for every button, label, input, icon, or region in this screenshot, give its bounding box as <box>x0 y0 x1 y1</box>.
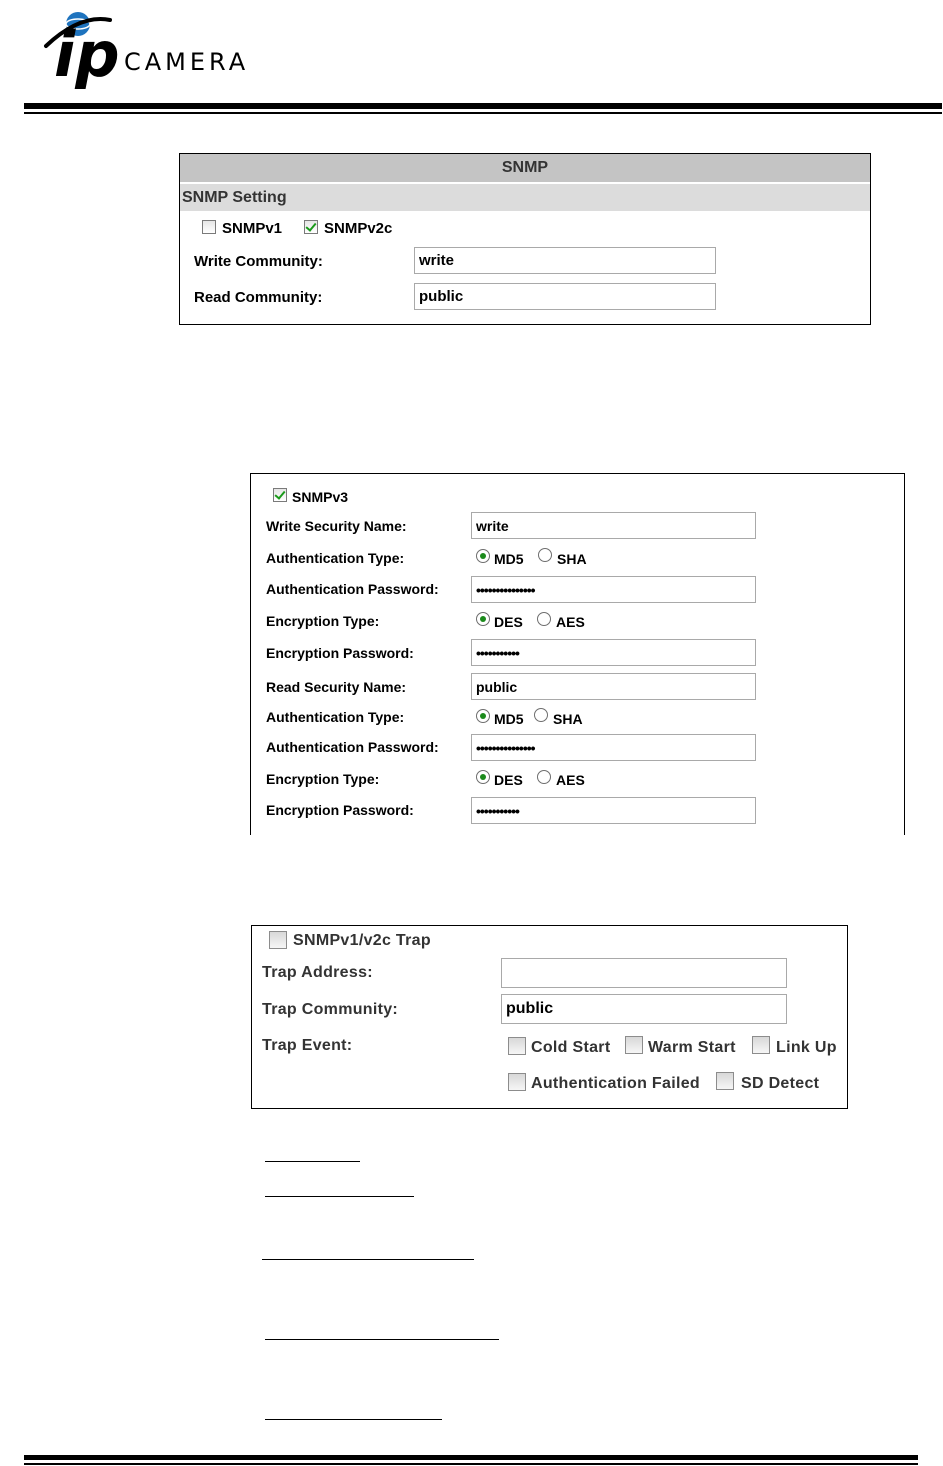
write-auth-md5-radio[interactable] <box>476 549 490 563</box>
read-security-name-label: Read Security Name: <box>266 679 407 695</box>
read-auth-sha-label: SHA <box>553 711 583 727</box>
write-security-name-label: Write Security Name: <box>266 518 407 534</box>
write-enc-des-label: DES <box>494 614 523 630</box>
read-enc-aes-label: AES <box>556 772 585 788</box>
trap-event-link-up-label: Link Up <box>776 1039 837 1056</box>
write-auth-md5-label: MD5 <box>494 551 524 567</box>
write-enc-type-label: Encryption Type: <box>266 613 380 629</box>
read-auth-password-input[interactable] <box>471 734 756 761</box>
trap-event-cold-start-checkbox[interactable] <box>508 1037 526 1055</box>
read-community-input[interactable] <box>414 283 716 310</box>
snmpv1-label: SNMPv1 <box>222 220 283 237</box>
snmpv3-panel <box>250 473 905 835</box>
trap-event-label: Trap Event: <box>262 1037 353 1054</box>
heading-underline <box>265 1161 360 1162</box>
heading-underline <box>265 1196 414 1197</box>
write-security-name-input[interactable] <box>471 512 756 539</box>
trap-event-auth-failed-label: Authentication Failed <box>531 1075 700 1092</box>
trap-event-auth-failed-checkbox[interactable] <box>508 1073 526 1091</box>
write-enc-password-input[interactable] <box>471 639 756 666</box>
write-community-label: Write Community: <box>194 253 323 270</box>
read-enc-type-label: Encryption Type: <box>266 771 380 787</box>
trap-event-sd-detect-checkbox[interactable] <box>716 1072 734 1090</box>
read-enc-password-label: Encryption Password: <box>266 802 414 818</box>
snmpv1-checkbox[interactable] <box>202 220 216 234</box>
write-enc-des-radio[interactable] <box>476 612 490 626</box>
footer-rule-thin <box>24 1463 918 1465</box>
heading-underline <box>262 1259 474 1260</box>
read-auth-md5-radio[interactable] <box>476 709 490 723</box>
header-rule-thick <box>24 103 942 109</box>
snmpv2c-label: SNMPv2c <box>324 220 393 237</box>
write-auth-sha-radio[interactable] <box>538 548 552 562</box>
snmp-panel <box>179 153 871 325</box>
heading-underline <box>265 1419 442 1420</box>
snmp-panel-title: SNMP <box>180 154 870 184</box>
read-auth-md5-label: MD5 <box>494 711 524 727</box>
footer-rule-thick <box>24 1455 918 1460</box>
read-enc-aes-radio[interactable] <box>537 770 551 784</box>
heading-underline <box>265 1339 499 1340</box>
read-enc-des-radio[interactable] <box>476 770 490 784</box>
snmp-trap-checkbox[interactable] <box>269 931 287 949</box>
read-enc-des-label: DES <box>494 772 523 788</box>
read-enc-password-input[interactable] <box>471 797 756 824</box>
write-auth-password-input[interactable] <box>471 576 756 603</box>
read-auth-type-label: Authentication Type: <box>266 709 405 725</box>
snmpv3-label: SNMPv3 <box>292 489 349 505</box>
trap-event-link-up-checkbox[interactable] <box>752 1036 770 1054</box>
snmpv2c-checkbox[interactable] <box>304 220 318 234</box>
trap-address-input[interactable] <box>501 958 787 988</box>
write-enc-aes-label: AES <box>556 614 585 630</box>
trap-community-label: Trap Community: <box>262 1001 399 1018</box>
snmp-trap-label: SNMPv1/v2c Trap <box>293 932 431 949</box>
snmpv3-checkbox[interactable] <box>273 488 287 502</box>
trap-event-warm-start-label: Warm Start <box>648 1039 736 1056</box>
trap-event-sd-detect-label: SD Detect <box>741 1075 820 1092</box>
read-security-name-input[interactable] <box>471 673 756 700</box>
read-auth-sha-radio[interactable] <box>534 708 548 722</box>
trap-address-label: Trap Address: <box>262 964 373 981</box>
write-enc-aes-radio[interactable] <box>537 612 551 626</box>
trap-community-input[interactable] <box>501 994 787 1024</box>
logo-ip-text: ip <box>54 18 120 91</box>
read-auth-password-label: Authentication Password: <box>266 739 439 755</box>
write-auth-type-label: Authentication Type: <box>266 550 405 566</box>
read-community-label: Read Community: <box>194 289 323 306</box>
write-auth-sha-label: SHA <box>557 551 587 567</box>
logo-camera-text: CAMERA <box>124 48 250 76</box>
snmp-setting-header: SNMP Setting <box>180 184 870 211</box>
write-enc-password-label: Encryption Password: <box>266 645 414 661</box>
write-community-input[interactable] <box>414 247 716 274</box>
write-auth-password-label: Authentication Password: <box>266 581 439 597</box>
trap-event-warm-start-checkbox[interactable] <box>625 1036 643 1054</box>
ip-camera-logo <box>40 6 300 96</box>
trap-event-cold-start-label: Cold Start <box>531 1039 611 1056</box>
header-rule-thin <box>24 112 942 114</box>
snmp-trap-panel <box>251 925 848 1109</box>
